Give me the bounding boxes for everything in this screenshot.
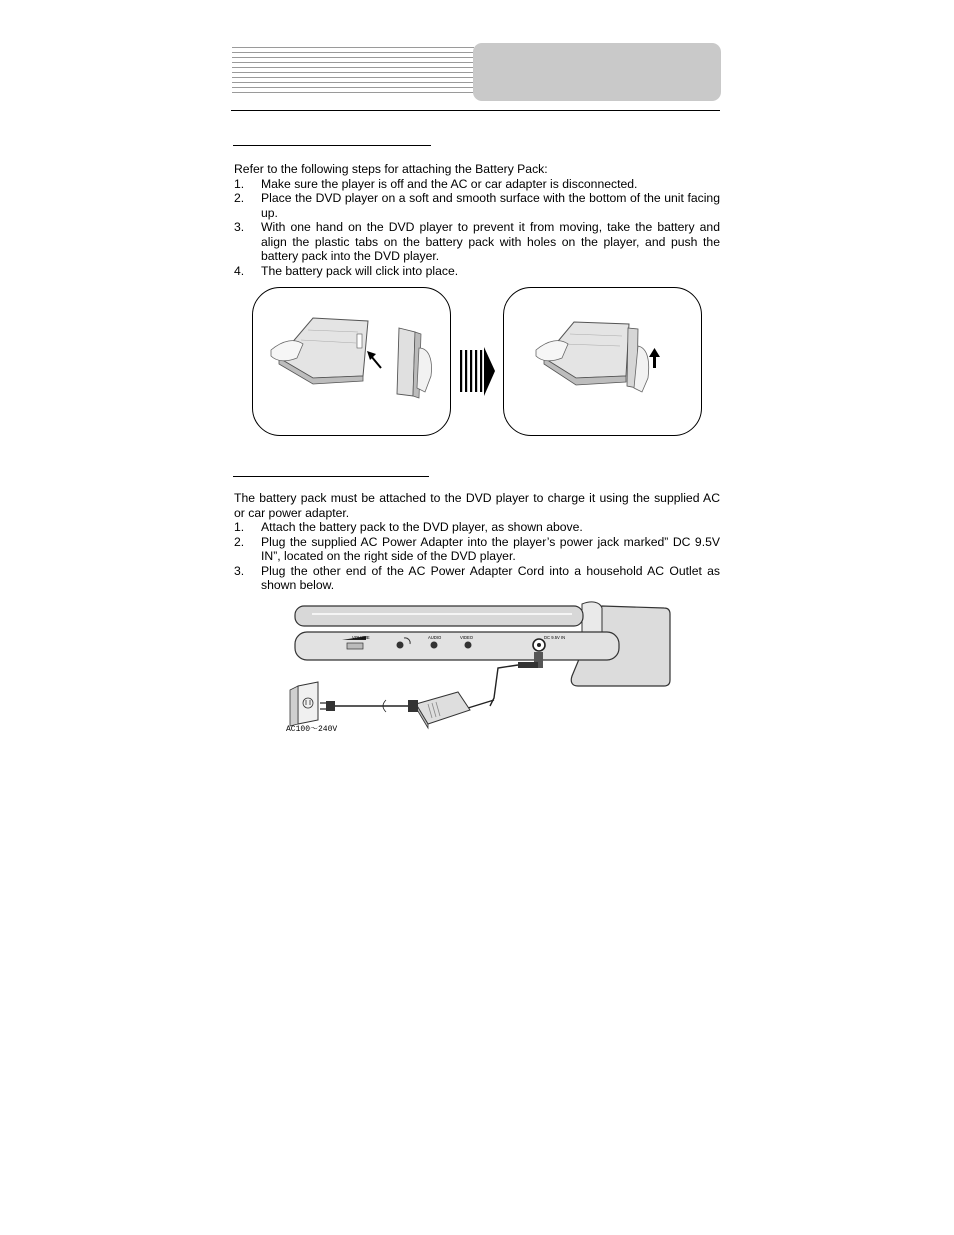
audio-label: AUDIO [428,635,442,640]
section-attach-battery [234,162,720,278]
section-heading-rule-1 [233,145,431,146]
section-charge-battery [234,491,720,593]
step-number: 2. [234,534,245,549]
step-number: 1. [234,176,245,191]
step-number: 1. [234,520,245,534]
list-item [234,264,720,279]
step-text: Attach the battery pack to the DVD player, as shown above. [261,520,583,534]
header-rule [231,110,720,111]
video-label: VIDEO [460,635,474,640]
figure-ac-adapter-connection [282,600,674,738]
list-item [234,220,720,264]
step-number: 3. [234,563,245,578]
header-tab [473,43,721,101]
volume-label: VOLUME [352,635,370,640]
step-text: The battery pack will click into place. [261,263,459,278]
outlet-voltage-label: AC100～240V [286,725,338,734]
figure-battery-attached [503,287,702,436]
figure-battery-insert [252,287,451,436]
ac-adapter-illustration [282,600,674,738]
step-number: 4. [234,263,245,278]
list-item [234,520,720,535]
header-lines [232,47,474,93]
section1-intro: Refer to the following steps for attaching the Battery Pack: [234,162,548,176]
step-number: 3. [234,220,245,234]
step-text: Place the DVD player on a soft and smooth surface with the bottom of the unit facing up. [261,191,720,220]
list-item [234,177,720,192]
dc-in-label: DC 9.5V IN [544,635,566,640]
step-text: Plug the other end of the AC Power Adapter Cord into a household AC Outlet as shown below. [261,563,720,592]
list-item [234,191,720,220]
battery-insert-illustration [253,288,450,435]
arrow-icon [460,347,496,397]
section-heading-rule-2 [233,476,429,477]
battery-attached-illustration [504,288,701,435]
step-text: Plug the supplied AC Power Adapter into the player’s power jack marked” DC 9.5V IN”, located on the right side of the DVD player. [261,534,720,563]
section2-intro: The battery pack must be attached to the DVD player to charge it using the supplied AC or car power adapter. [234,491,720,520]
step-number: 2. [234,191,245,205]
list-item [234,564,720,593]
step-text: With one hand on the DVD player to prevent it from moving, take the battery and align the plastic tabs on the battery pack with holes on the player, and push the battery pack into the DVD player. [261,220,720,263]
list-item [234,535,720,564]
step-text: Make sure the player is off and the AC or car adapter is disconnected. [261,176,638,191]
